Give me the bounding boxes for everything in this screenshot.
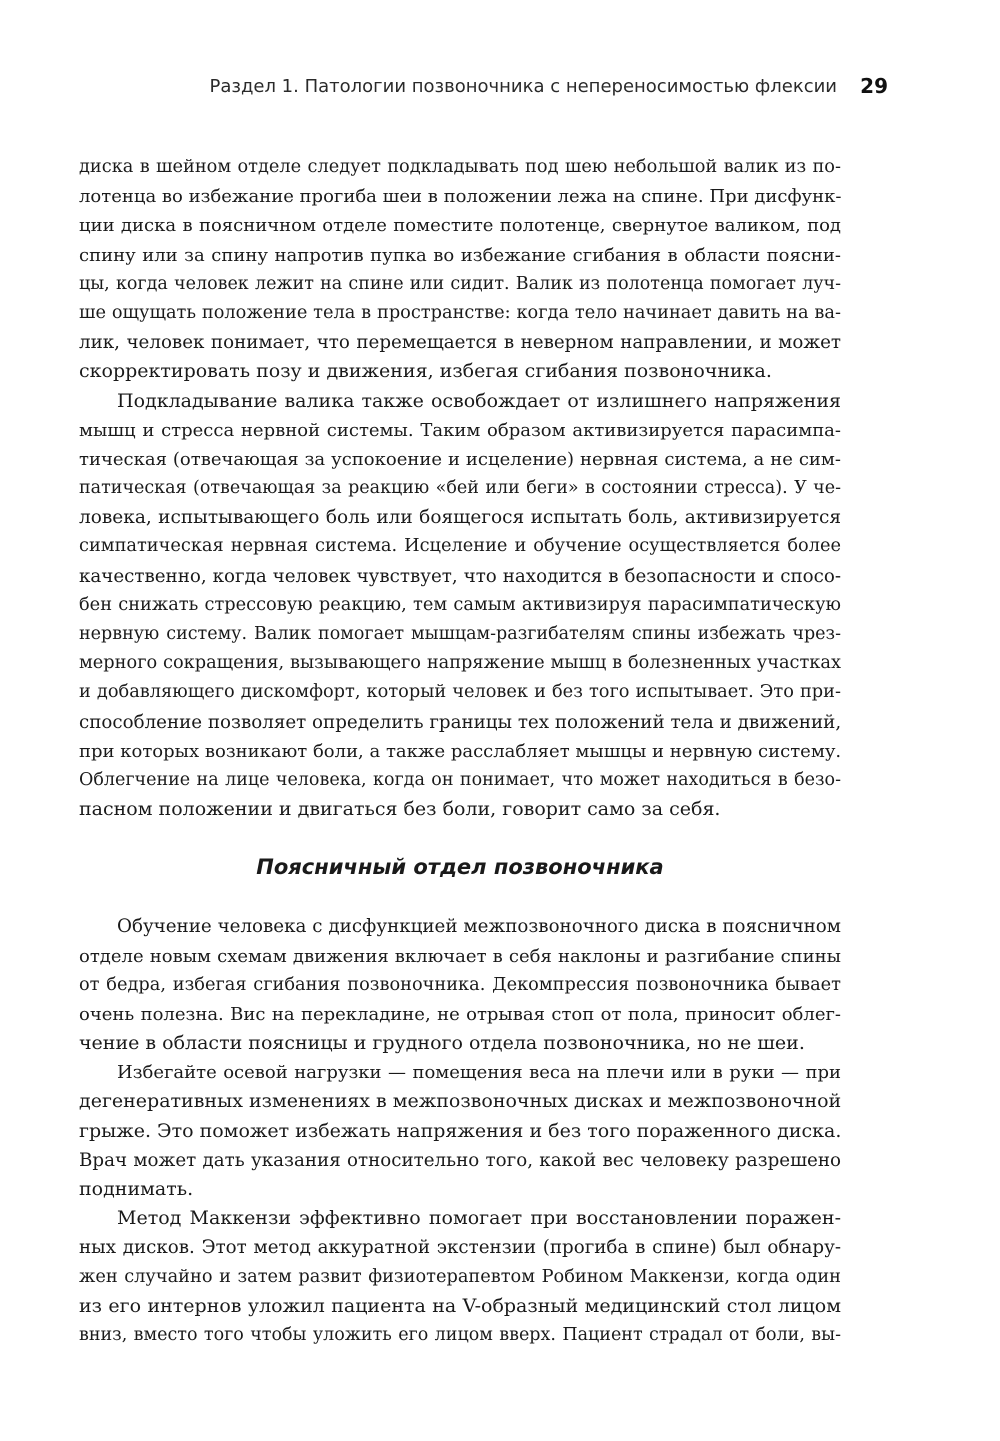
text-line: поднимать.	[79, 1178, 194, 1200]
text-line: пасном положении и двигаться без боли, говорит само за себя.	[79, 798, 721, 821]
text-line: способление позволяет определить границы тех положений тела и движений,	[79, 711, 842, 733]
text-line: ловека, испытывающего боль или боящегося испытать боль, активизируется	[79, 507, 841, 529]
page-number: 29	[860, 74, 888, 98]
text-line: мерного сокращения, вызывающего напряжение мышц в болезненных участках	[79, 653, 841, 674]
text-line: лик, человек понимает, что перемещается в неверном направлении, и может	[79, 332, 841, 354]
page-body	[79, 153, 841, 1350]
text-line: Избегайте осевой нагрузки — помещения веса на плечи или в руки — при	[117, 1062, 841, 1084]
text-line: бен снижать стрессовую реакцию, тем самым активизируя парасимпатическую	[79, 594, 841, 615]
text-line: Подкладывание валика также освобождает от излишнего напряжения	[117, 389, 841, 412]
text-line: мышц и стресса нервной системы. Таким образом активизируется парасимпа-	[79, 419, 841, 441]
page-header	[0, 76, 1000, 106]
text-line: Метод Маккензи эффективно помогает при восстановлении поражен-	[117, 1207, 841, 1230]
text-line: от бедра, избегая сгибания позвоночника. Декомпрессия позвоночника бывает	[79, 974, 841, 995]
text-line: при которых возникают боли, а также расслабляет мышцы и нервную систему.	[79, 740, 842, 762]
text-line: из его интернов уложил пациента на V-образный медицинский стол лицом	[79, 1294, 841, 1317]
text-line: вниз, вместо того чтобы уложить его лицом вверх. Пациент страдал от боли, вы-	[79, 1324, 841, 1345]
text-line: патическая (отвечающая за реакцию «бей или беги» в состоянии стресса). У че-	[79, 478, 841, 499]
paragraph-5	[79, 1204, 841, 1350]
text-line: спину или за спину напротив пупка во избежание сгибания в области поясни-	[79, 244, 841, 266]
text-line: грыже. Это поможет избежать напряжения и без того пораженного диска.	[79, 1119, 842, 1142]
text-line: нервную систему. Валик помогает мышцам-разгибателям спины избежать чрез-	[79, 624, 841, 644]
text-line: диска в шейном отделе следует подкладывать под шею небольшой валик из по-	[79, 157, 841, 177]
paragraph-4	[79, 1058, 841, 1204]
text-line: скорректировать позу и движения, избегая сгибания позвоночника.	[79, 360, 772, 383]
text-line: и добавляющего дискомфорт, который человек и без того испытывает. Это при-	[79, 682, 841, 703]
text-line: симпатическая нервная система. Исцеление и обучение осуществляется более	[79, 536, 841, 557]
text-line: дегенеративных изменениях в межпозвоночных дисках и межпозвоночной	[79, 1090, 842, 1113]
text-line: ше ощущать положение тела в пространстве: когда тело начинает давить на ва-	[79, 302, 841, 323]
paragraph-1	[79, 153, 841, 387]
text-line: Врач может дать указания относительно того, какой вес человеку разрешено	[79, 1149, 841, 1171]
text-line: качественно, когда человек чувствует, что находится в безопасности и спосо-	[79, 565, 841, 587]
section-heading: Поясничный отдел позвоночника	[256, 855, 664, 880]
running-head: Раздел 1. Патологии позвоночника с непереносимостью флексии	[209, 76, 837, 97]
text-line: отделе новым схемам движения включает в себя наклоны и разгибание спины	[79, 945, 841, 967]
text-line: Обучение человека с дисфункцией межпозвоночного диска в поясничном	[117, 916, 841, 938]
text-line: лотенца во избежание прогиба шеи в положении лежа на спине. При дисфунк-	[79, 186, 842, 208]
paragraph-3	[79, 912, 841, 1058]
text-line: ции диска в поясничном отделе поместите полотенце, свернутое валиком, под	[79, 215, 841, 237]
paragraph-2	[79, 387, 841, 825]
text-line: цы, когда человек лежит на спине или сидит. Валик из полотенца помогает луч-	[79, 273, 841, 294]
text-line: Облегчение на лице человека, когда он понимает, что может находиться в безо-	[79, 769, 841, 790]
text-line: жен случайно и затем развит физиотерапевтом Робином Маккензи, когда один	[79, 1266, 841, 1287]
text-line: чение в области поясницы и грудного отдела позвоночника, но не шеи.	[79, 1032, 805, 1055]
text-line: тическая (отвечающая за успокоение и исцеление) нервная система, а не сим-	[79, 448, 841, 470]
text-line: очень полезна. Вис на перекладине, не отрывая стоп от пола, приносит облег-	[79, 1003, 841, 1025]
text-line: ных дисков. Этот метод аккуратной экстензии (прогиба в спине) был обнару-	[79, 1237, 841, 1259]
